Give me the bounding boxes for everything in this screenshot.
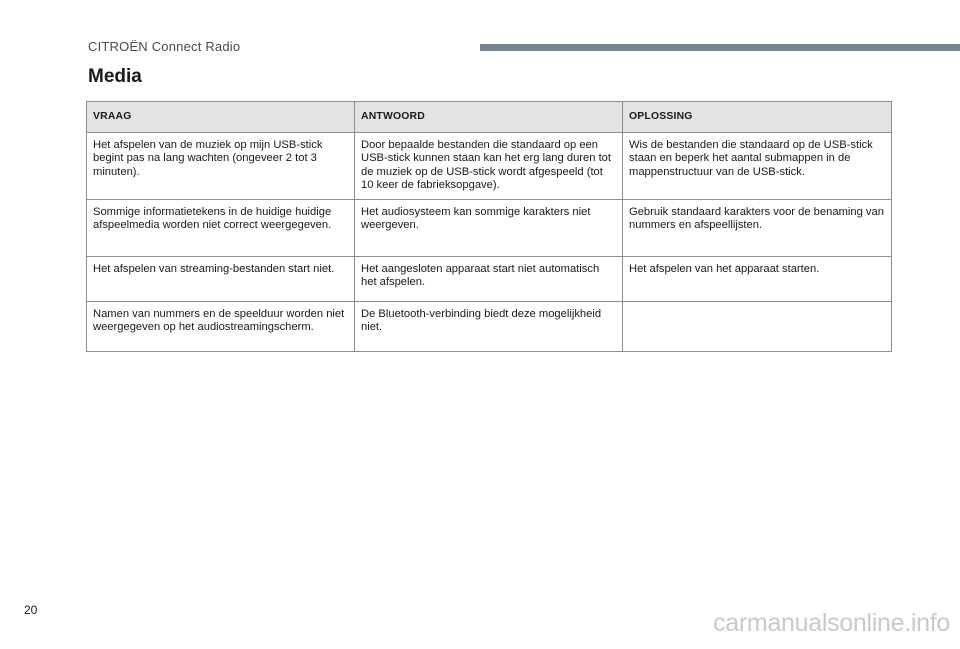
answer-cell: Het audiosysteem kan sommige karakters niet weergeven. — [355, 199, 623, 256]
header-bar — [480, 44, 960, 51]
column-header-solution: OPLOSSING — [623, 102, 892, 133]
question-cell: Het afspelen van de muziek op mijn USB-stick begint pas na lang wachten (ongeveer 2 tot 3 minuten). — [87, 133, 355, 200]
table-row — [87, 199, 892, 256]
section-title: Media — [88, 66, 142, 87]
solution-cell: Gebruik standaard karakters voor de benaming van nummers en afspeellijsten. — [623, 199, 892, 256]
faq-table — [86, 101, 892, 352]
solution-cell: Wis de bestanden die standaard op de USB-stick staan en beperk het aantal submappen in de mappenstructuur van de USB-stick. — [623, 133, 892, 200]
table-row — [87, 301, 892, 351]
page-number: 20 — [24, 603, 38, 617]
question-cell: Het afspelen van streaming-bestanden start niet. — [87, 256, 355, 301]
table-row — [87, 133, 892, 200]
column-header-question: VRAAG — [87, 102, 355, 133]
header-title: CITROËN Connect Radio — [88, 39, 241, 54]
watermark-link[interactable]: carmanualsonline.info — [713, 609, 950, 637]
column-header-answer: ANTWOORD — [355, 102, 623, 133]
solution-cell — [623, 301, 892, 351]
table-row — [87, 256, 892, 301]
solution-cell: Het afspelen van het apparaat starten. — [623, 256, 892, 301]
answer-cell: Het aangesloten apparaat start niet automatisch het afspelen. — [355, 256, 623, 301]
question-cell: Namen van nummers en de speelduur worden niet weergegeven op het audiostreamingscherm. — [87, 301, 355, 351]
answer-cell: De Bluetooth-verbinding biedt deze mogelijkheid niet. — [355, 301, 623, 351]
table-header-row — [87, 102, 892, 133]
answer-cell: Door bepaalde bestanden die standaard op een USB-stick kunnen staan kan het erg lang duren tot de muziek op de USB-stick wordt afgespeeld (tot 10 keer de fabrieksopgave). — [355, 133, 623, 200]
question-cell: Sommige informatietekens in de huidige huidige afspeelmedia worden niet correct weergegeven. — [87, 199, 355, 256]
